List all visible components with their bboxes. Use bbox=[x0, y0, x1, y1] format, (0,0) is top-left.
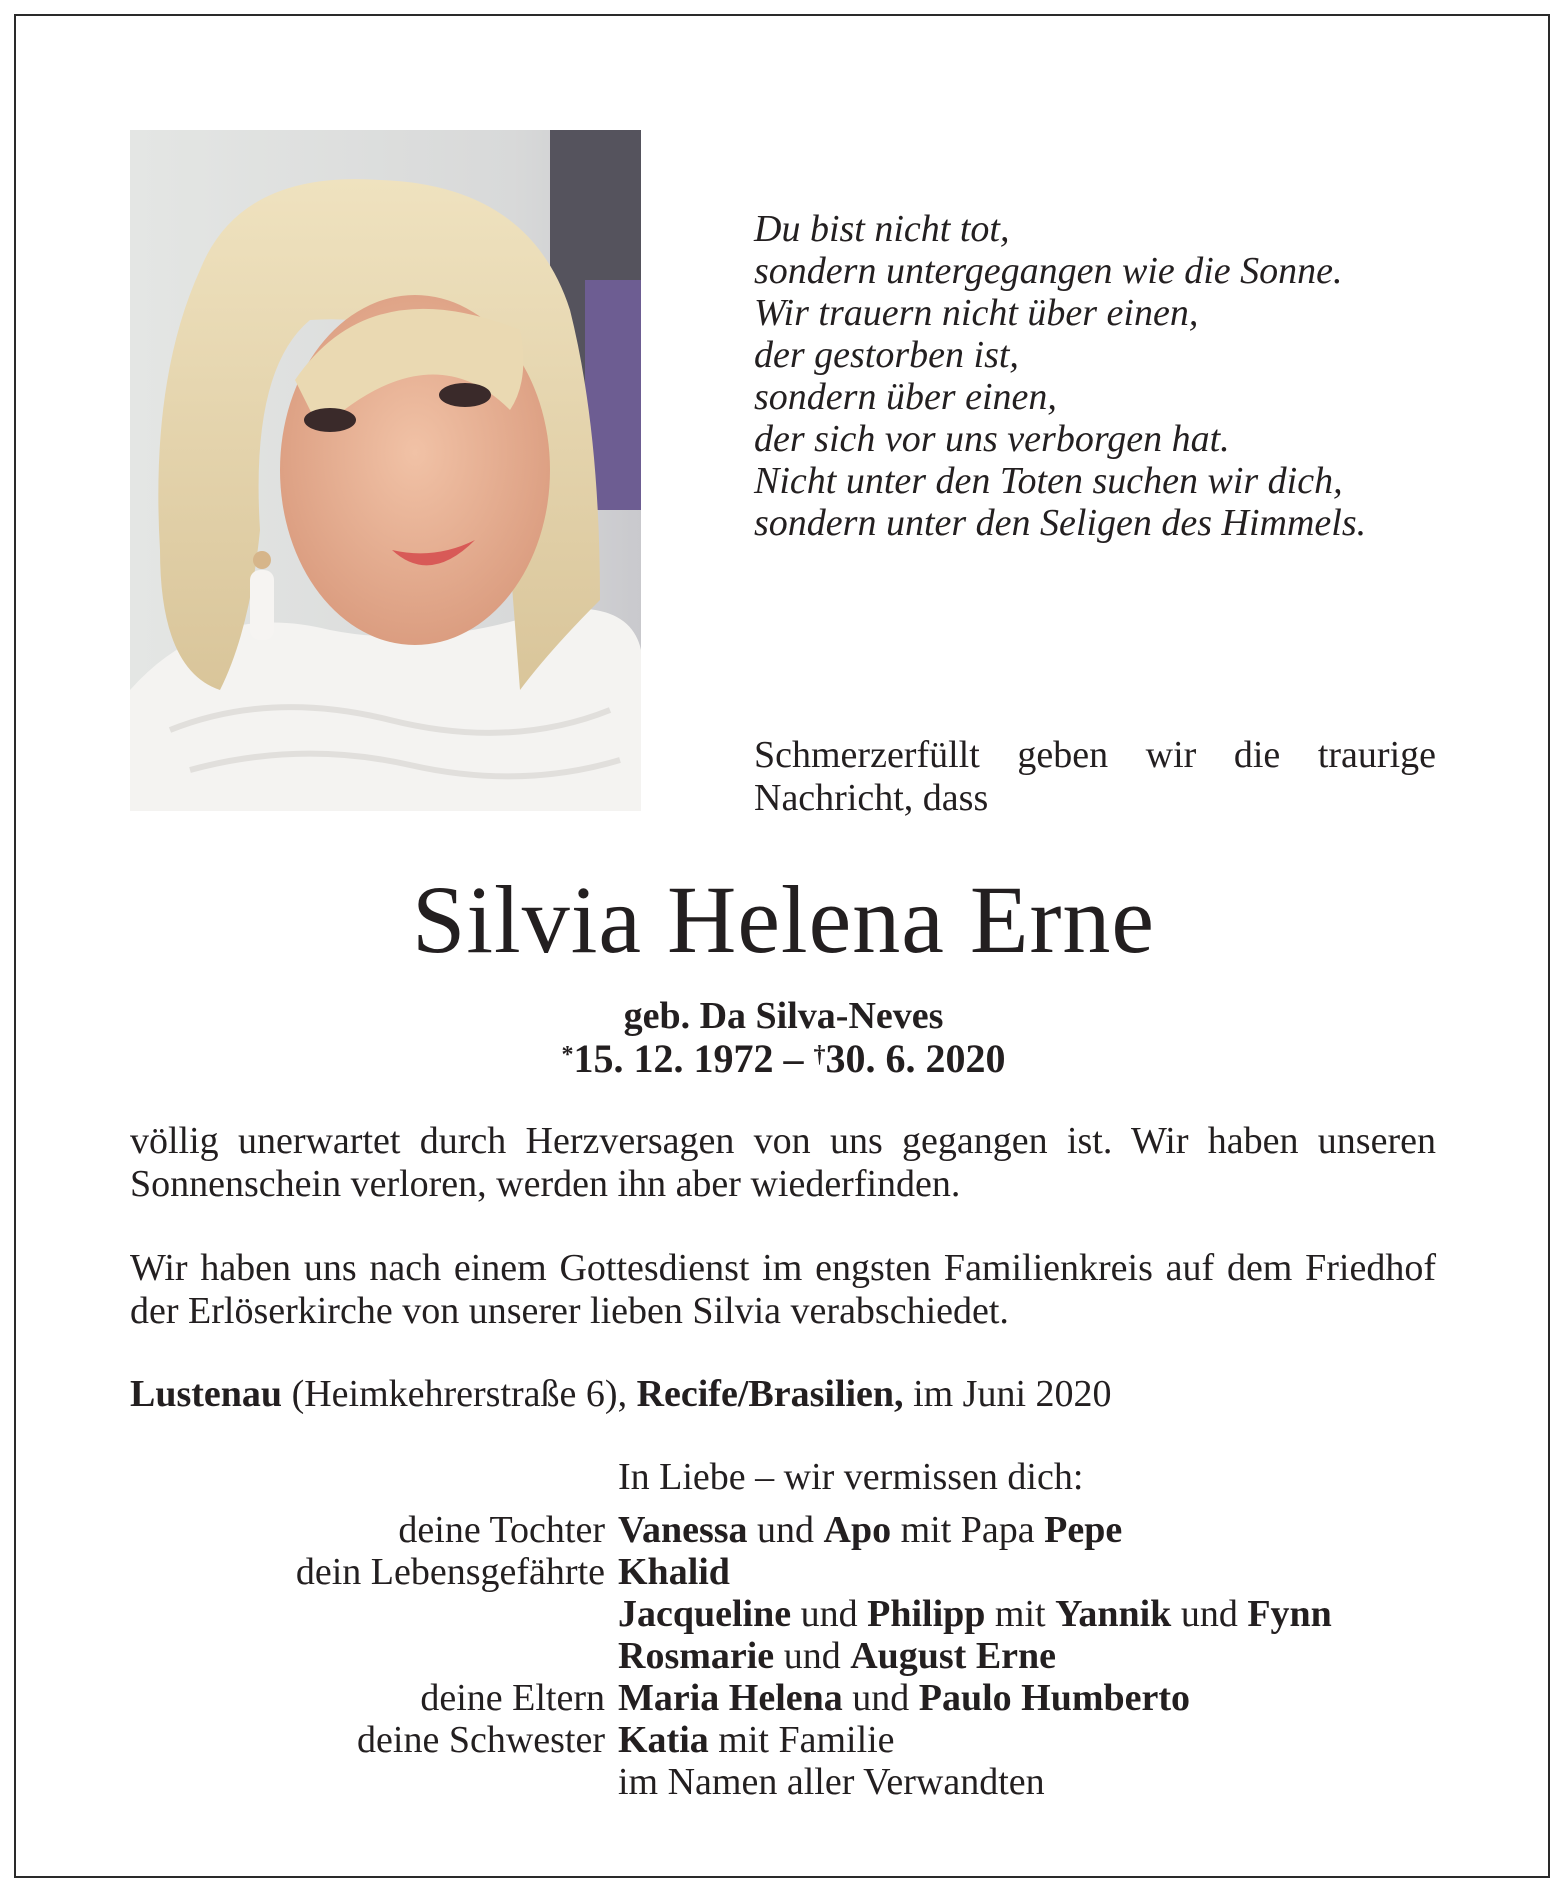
mourner-relation bbox=[130, 1635, 618, 1677]
mourner-name: Philipp bbox=[867, 1593, 986, 1635]
maiden-name: geb. Da Silva-Neves bbox=[623, 995, 944, 1037]
mourner-relation bbox=[130, 1761, 618, 1803]
paragraph-passing: völlig unerwartet durch Herzversagen von uns gegangen ist. Wir haben unseren Sonnenschein verloren, werden ihn aber wiederfinden. bbox=[130, 1120, 1436, 1205]
portrait-illustration bbox=[130, 130, 641, 811]
poem-line: Du bist nicht tot, bbox=[754, 208, 1010, 250]
mourner-name: August Erne bbox=[850, 1635, 1057, 1677]
mourner-row bbox=[130, 1635, 1450, 1677]
mourner-row bbox=[130, 1551, 1450, 1593]
mourner-name: Apo bbox=[823, 1509, 892, 1551]
mourner-connector: und bbox=[791, 1593, 868, 1635]
mourner-name: Fynn bbox=[1247, 1593, 1332, 1635]
poem-line: sondern unter den Seligen des Himmels. bbox=[754, 502, 1367, 544]
mourner-name: Jacqueline bbox=[618, 1593, 792, 1635]
date-separator: – bbox=[773, 1036, 814, 1081]
mourner-names bbox=[618, 1509, 1122, 1551]
mourner-name: Yannik bbox=[1055, 1593, 1172, 1635]
poem-line: sondern über einen, bbox=[754, 376, 1057, 418]
place-city2: Recife/Brasilien, bbox=[636, 1373, 904, 1415]
poem-line: der gestorben ist, bbox=[754, 334, 1019, 376]
poem-line: Wir trauern nicht über einen, bbox=[754, 292, 1199, 334]
paragraph-funeral: Wir haben uns nach einem Gottesdienst im engsten Familienkreis auf dem Friedhof der Erlöserkirche von unserer lieben Silvia verabschiedet. bbox=[130, 1247, 1436, 1332]
poem bbox=[754, 208, 1474, 544]
mourner-connector: mit Papa bbox=[891, 1509, 1045, 1551]
mourner-connector: mit Familie bbox=[708, 1719, 895, 1761]
life-dates bbox=[0, 1036, 1567, 1082]
mourner-names bbox=[618, 1761, 1045, 1803]
mourner-name: Khalid bbox=[618, 1551, 730, 1593]
poem-line: Nicht unter den Toten suchen wir dich, bbox=[754, 460, 1343, 502]
place-date: im Juni 2020 bbox=[903, 1373, 1112, 1415]
mourner-relation: deine Eltern bbox=[420, 1677, 605, 1719]
mourner-row bbox=[130, 1719, 1450, 1761]
mourner-names bbox=[618, 1593, 1332, 1635]
death-symbol: † bbox=[813, 1042, 826, 1068]
death-date: 30. 6. 2020 bbox=[825, 1036, 1006, 1081]
place-date-line bbox=[130, 1373, 1436, 1416]
mourner-relation: deine Tochter bbox=[398, 1509, 605, 1551]
poem-line: der sich vor uns verborgen hat. bbox=[754, 418, 1230, 460]
mourner-row bbox=[130, 1593, 1450, 1635]
mourner-name: Paulo Humberto bbox=[918, 1677, 1191, 1719]
place-address: (Heimkehrerstraße 6), bbox=[282, 1373, 637, 1415]
deceased-name: Silvia Helena Erne bbox=[411, 866, 1156, 973]
mourner-connector: und bbox=[774, 1635, 851, 1677]
love-line: In Liebe – wir vermissen dich: bbox=[618, 1456, 1084, 1498]
mourner-relation: deine Schwester bbox=[357, 1719, 605, 1761]
mourner-name: Pepe bbox=[1044, 1509, 1123, 1551]
mourner-row bbox=[130, 1677, 1450, 1719]
mourner-connector: im Namen aller Verwandten bbox=[618, 1761, 1045, 1803]
mourner-connector: mit bbox=[985, 1593, 1056, 1635]
mourner-name: Maria Helena bbox=[618, 1677, 843, 1719]
place-city: Lustenau bbox=[130, 1373, 283, 1415]
birth-date: 15. 12. 1972 bbox=[573, 1036, 774, 1081]
mourner-names bbox=[618, 1551, 730, 1593]
mourner-connector: und bbox=[842, 1677, 919, 1719]
mourner-name: Katia bbox=[618, 1719, 709, 1761]
mourners-list bbox=[130, 1509, 1450, 1803]
mourner-connector: und bbox=[747, 1509, 824, 1551]
portrait-photo bbox=[130, 130, 641, 811]
mourner-name: Rosmarie bbox=[618, 1635, 775, 1677]
mourner-row bbox=[130, 1509, 1450, 1551]
mourner-name: Vanessa bbox=[618, 1509, 748, 1551]
mourner-names bbox=[618, 1677, 1190, 1719]
mourner-names bbox=[618, 1635, 1056, 1677]
mourner-relation: dein Lebensgefährte bbox=[295, 1551, 605, 1593]
intro-text: Schmerzerfüllt geben wir die traurige Nachricht, dass bbox=[754, 734, 1436, 819]
poem-line: sondern untergegangen wie die Sonne. bbox=[754, 250, 1343, 292]
birth-symbol: * bbox=[561, 1042, 574, 1068]
mourner-connector: und bbox=[1171, 1593, 1248, 1635]
mourner-names bbox=[618, 1719, 895, 1761]
mourner-relation bbox=[130, 1593, 618, 1635]
mourner-row bbox=[130, 1761, 1450, 1803]
